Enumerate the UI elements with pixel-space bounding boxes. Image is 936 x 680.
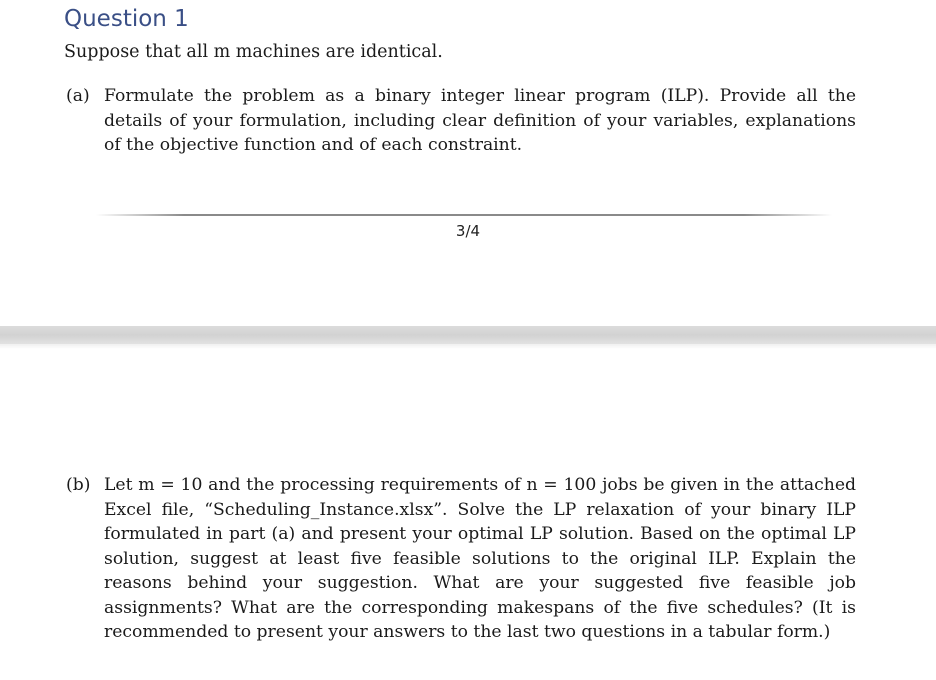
page-break-shadow: [0, 344, 936, 349]
part-a: [66, 84, 856, 158]
page-number: 3/4: [455, 222, 481, 240]
part-b-label: (b): [66, 475, 91, 495]
question-title: Question 1: [64, 6, 189, 32]
part-b-text: Let m = 10 and the processing requirements of n = 100 jobs be given in the attached Excel file, “Scheduling_Instance.xlsx”. Solve the LP relaxation of your binary ILP formulated in part (a) and present your optimal LP solution. Based on the optimal LP solution, suggest at least five feasible solutions to the original ILP. Explain the reasons behind your suggestion. What are your suggested five feasible job assignments? What are the corresponding makespans of the five schedules? (It is recommended to present your answers to the last two questions in a tabular form.): [104, 475, 856, 642]
page-break: [0, 326, 936, 344]
part-a-text: Formulate the problem as a binary integer linear program (ILP). Provide all the details of your formulation, including clear definition of your variables, explanations of the objective function and of each constraint.: [104, 86, 856, 155]
part-b: [66, 473, 856, 645]
question-intro: Suppose that all m machines are identical.: [64, 42, 443, 62]
page-footer-rule: [96, 214, 832, 216]
part-a-label: (a): [66, 86, 90, 106]
